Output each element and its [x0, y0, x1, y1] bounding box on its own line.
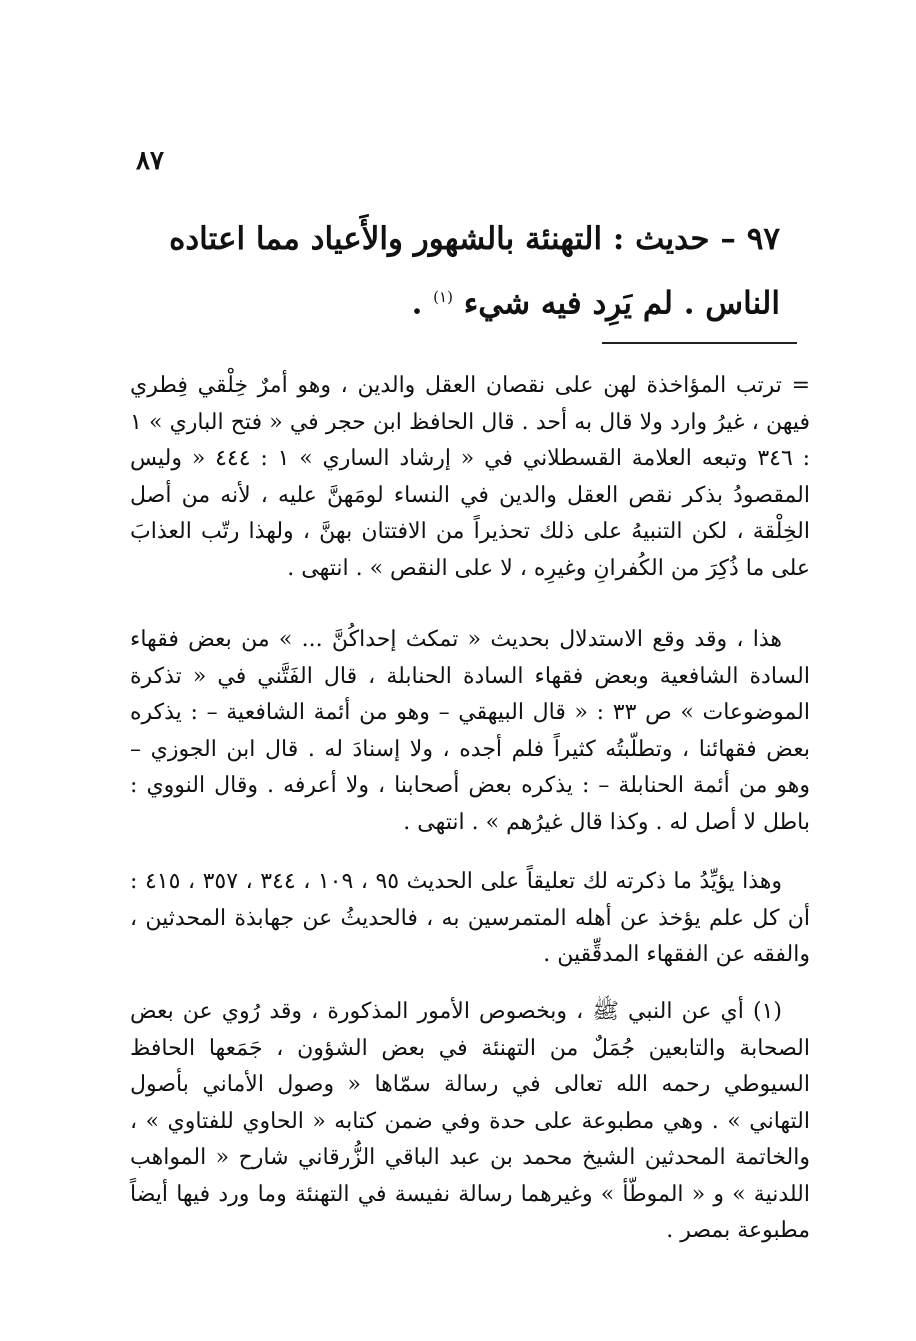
- heading-line-1: ٩٧ – حديث : التهنئة بالشهور والأَعياد مما اعتاده: [169, 221, 780, 257]
- paragraph-2: [130, 622, 810, 841]
- footnote-1-text: (١) أي عن النبي ﷺ ، وبخصوص الأمور المذكورة ، وقد رُوي عن بعض الصحابة والتابعين جُمَلٌ من التهنئة في بعض الشؤون ، جَمَعها الحافظ السيوطي رحمه الله تعالى في رسالة سمّاها « وصول الأماني بأصول التهاني » . وهي مطبوعة على حدة وفي ضمن كتابه « الحاوي للفتاوي » ، والخاتمة المحدثين الشيخ محمد بن عبد الباقي الزُّرقاني شارح « المواهب اللدنية » و « الموطّأ » وغيرهما رسالة نفيسة في التهنئة وما ورد فيها أيضاً مطبوعة بمصر .: [130, 999, 810, 1243]
- paragraph-3: [130, 864, 810, 974]
- heading-end: .: [411, 285, 434, 322]
- page-number: ٨٧: [136, 146, 164, 176]
- footnote-marker: (١): [433, 288, 453, 306]
- continued-footnote-text: [130, 368, 810, 587]
- footnote-separator-rule: [602, 342, 797, 344]
- continued-paragraph: = ترتب المؤاخذة لهن على نقصان العقل والدين ، وهو أمرٌ خِلْقي فِطري فيهن ، غيرُ وارد ولا قال به أحد . قال الحافظ ابن حجر في « فتح الباري » ١ : ٣٤٦ وتبعه العلامة القسطلاني في « إرشاد الساري » ١ : ٤٤٤ « وليس المقصودُ بذكر نقص العقل والدين في النساء لومَهنَّ عليه ، لأنه من أصل الخِلْقة ، لكن التنبيهُ على ذلك تحذيراً من الافتتان بهنَّ ، ولهذا رتّب العذابَ على ما ذُكِرَ من الكُفرانِ وغيرِه ، لا على النقص » . انتهى .: [130, 373, 811, 581]
- paragraph-3-text: وهذا يؤيِّدُ ما ذكرته لك تعليقاً على الحديث ٩٥ ، ١٠٩ ، ٣٤٤ ، ٣٥٧ ، ٤١٥ : أن كل علم يؤخذ عن أهله المتمرسين به ، فالحديثُ عن جهابذة المحدثين ، والفقه عن الفقهاء المدقِّقين .: [130, 869, 810, 967]
- heading-line-2: الناس . لم يَرِد فيه شيء: [463, 285, 780, 322]
- hadith-heading: [128, 210, 780, 332]
- footnote-1: [130, 994, 810, 1250]
- paragraph-2-text: هذا ، وقد وقع الاستدلال بحديث « تمكث إحداكُنَّ ... » من بعض فقهاء السادة الشافعية وبعض فقهاء السادة الحنابلة ، قال الفَتَّني في « تذكرة الموضوعات » ص ٣٣ : « قال البيهقي – وهو من أئمة الشافعية – : يذكره بعض فقهائنا ، وتطلّبتُه كثيراً فلم أجده ، ولا إسنادَ له . قال ابن الجوزي – وهو من أئمة الحنابلة – : يذكره بعض أصحابنا ، ولا أعرفه . وقال النووي : باطل لا أصل له . وكذا قال غيرُهم » . انتهى .: [130, 627, 810, 835]
